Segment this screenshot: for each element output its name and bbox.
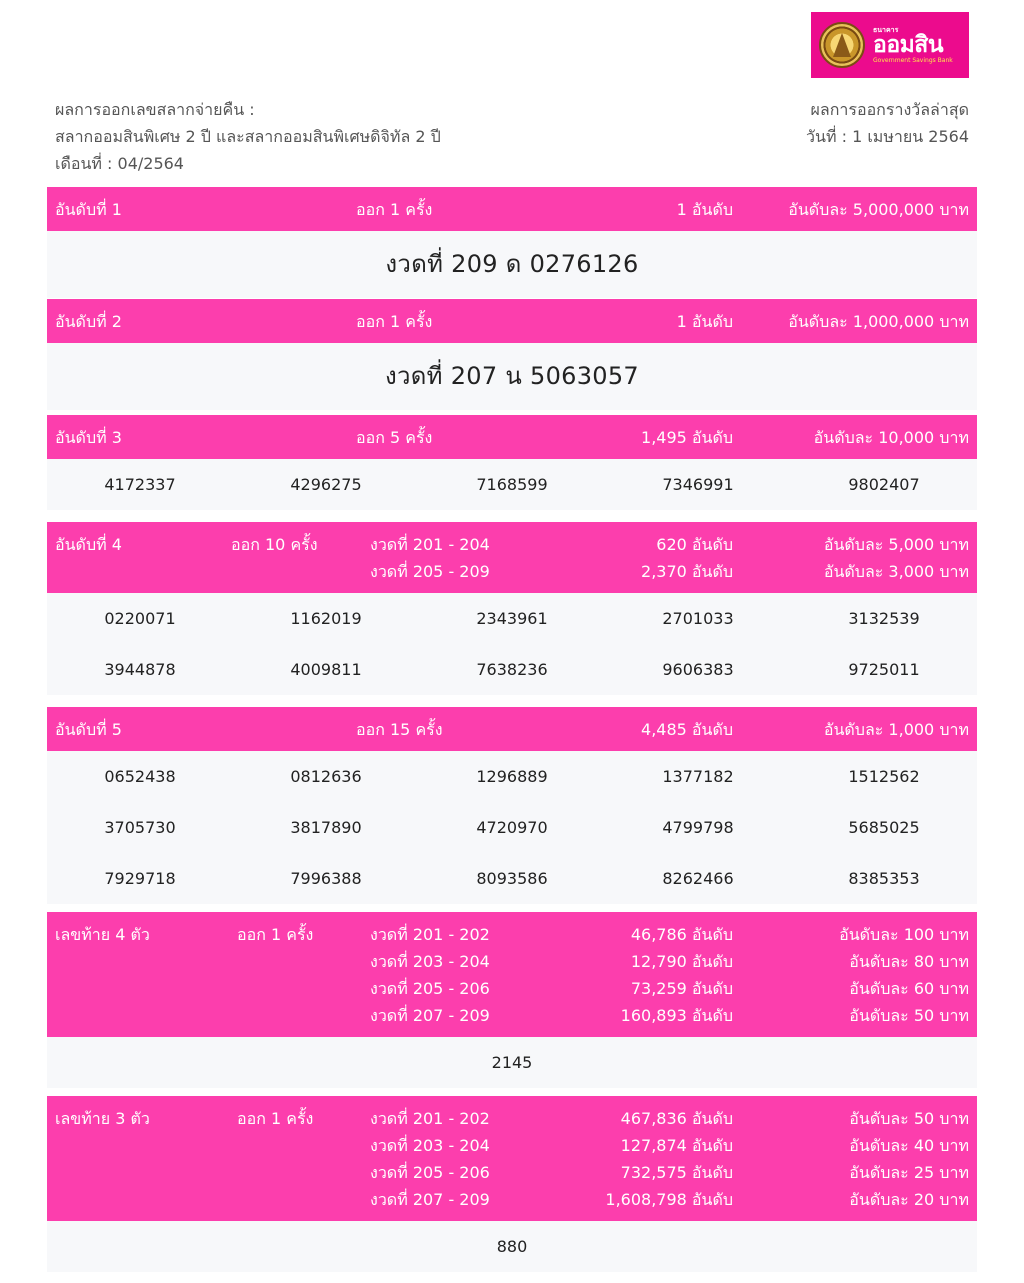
winning-number: 7638236	[476, 660, 548, 679]
draw-date: วันที่ : 1 เมษายน 2564	[806, 127, 969, 146]
latest-result-label: ผลการออกรางวัลล่าสุด	[810, 100, 969, 119]
prize-amount: อันดับละ 20 บาท	[849, 1190, 969, 1209]
logo-sub-text: Government Savings Bank	[873, 56, 953, 64]
prize-amount: อันดับละ 80 บาท	[849, 952, 969, 971]
prize-times: ออก 1 ครั้ง	[356, 200, 433, 219]
prize-4-section	[47, 522, 977, 695]
prize-times: ออก 15 ครั้ง	[356, 720, 443, 739]
logo-text	[873, 27, 953, 64]
last-4-bar	[47, 912, 977, 1037]
prize-amount: อันดับละ 1,000 บาท	[823, 720, 969, 739]
prize-rank: เลขท้าย 4 ตัว	[55, 925, 150, 944]
winning-number: 9802407	[848, 475, 920, 494]
prize-rank: อันดับที่ 3	[55, 428, 122, 447]
prize-5-section	[47, 707, 977, 904]
header-left	[55, 96, 441, 177]
prize-period: งวดที่ 205 - 206	[370, 979, 490, 998]
prize-amount: อันดับละ 50 บาท	[849, 1109, 969, 1128]
winning-number: 2701033	[662, 609, 734, 628]
winning-number: 7346991	[662, 475, 734, 494]
prize-amount: อันดับละ 10,000 บาท	[813, 428, 969, 447]
winning-number: 7996388	[290, 869, 362, 888]
prize-period: งวดที่ 205 - 209	[370, 562, 490, 581]
winning-number: 1296889	[476, 767, 548, 786]
header-right	[806, 96, 969, 150]
winning-number: 0812636	[290, 767, 362, 786]
prize-count: 467,836 อันดับ	[620, 1109, 733, 1128]
prize-count: 12,790 อันดับ	[630, 952, 733, 971]
winning-number: 3817890	[290, 818, 362, 837]
last-3-section	[47, 1096, 977, 1272]
prize-rank: อันดับที่ 4	[55, 535, 122, 554]
prize-2-bar	[47, 299, 977, 343]
prize-period: งวดที่ 203 - 204	[370, 1136, 490, 1155]
prize-amount: อันดับละ 40 บาท	[849, 1136, 969, 1155]
prize-rank: เลขท้าย 3 ตัว	[55, 1109, 150, 1128]
prize-amount: อันดับละ 100 บาท	[839, 925, 969, 944]
prize-2-result: งวดที่ 207 น 5063057	[47, 343, 977, 410]
winning-number: 0220071	[104, 609, 176, 628]
gsb-logo	[811, 12, 969, 78]
prize-count: 2,370 อันดับ	[641, 562, 733, 581]
prize-rank: อันดับที่ 2	[55, 312, 122, 331]
prize-period: งวดที่ 201 - 204	[370, 535, 490, 554]
prize-count: 1 อันดับ	[676, 312, 733, 331]
prize-3-section	[47, 415, 977, 510]
prize-amount: อันดับละ 3,000 บาท	[823, 562, 969, 581]
prize-count: 1,608,798 อันดับ	[605, 1190, 733, 1209]
prize-1-result: งวดที่ 209 ด 0276126	[47, 231, 977, 298]
header-month: เดือนที่ : 04/2564	[55, 154, 184, 173]
prize-2-section	[47, 299, 977, 410]
prize-amount: อันดับละ 25 บาท	[849, 1163, 969, 1182]
winning-number: 7929718	[104, 869, 176, 888]
prize-times: ออก 10 ครั้ง	[231, 535, 318, 554]
winning-number: 5685025	[848, 818, 920, 837]
prize-amount: อันดับละ 50 บาท	[849, 1006, 969, 1025]
prize-period: งวดที่ 201 - 202	[370, 1109, 490, 1128]
prize-period: งวดที่ 205 - 206	[370, 1163, 490, 1182]
winning-number: 4720970	[476, 818, 548, 837]
winning-number: 8093586	[476, 869, 548, 888]
prize-period: งวดที่ 207 - 209	[370, 1006, 490, 1025]
winning-number: 1512562	[848, 767, 920, 786]
prize-times: ออก 1 ครั้ง	[237, 1109, 314, 1128]
prize-times: ออก 1 ครั้ง	[356, 312, 433, 331]
prize-amount: อันดับละ 1,000,000 บาท	[788, 312, 969, 331]
prize-count: 160,893 อันดับ	[620, 1006, 733, 1025]
prize-count: 1 อันดับ	[676, 200, 733, 219]
prize-3-bar	[47, 415, 977, 459]
prize-rank: อันดับที่ 1	[55, 200, 122, 219]
winning-number: 9725011	[848, 660, 920, 679]
prize-count: 1,495 อันดับ	[641, 428, 733, 447]
prize-period: งวดที่ 207 - 209	[370, 1190, 490, 1209]
winning-number: 4296275	[290, 475, 362, 494]
prize-count: 73,259 อันดับ	[630, 979, 733, 998]
winning-number: 3705730	[104, 818, 176, 837]
prize-1-bar	[47, 187, 977, 231]
prize-4-numbers	[47, 593, 977, 695]
winning-number: 0652438	[104, 767, 176, 786]
winning-number: 2343961	[476, 609, 548, 628]
last-4-section	[47, 912, 977, 1088]
winning-number: 7168599	[476, 475, 548, 494]
prize-1-section	[47, 187, 977, 298]
prize-amount: อันดับละ 60 บาท	[849, 979, 969, 998]
prize-count: 127,874 อันดับ	[620, 1136, 733, 1155]
prize-5-bar	[47, 707, 977, 751]
gsb-seal-icon	[819, 22, 865, 68]
prize-amount: อันดับละ 5,000 บาท	[823, 535, 969, 554]
prize-5-numbers	[47, 751, 977, 904]
winning-number: 1162019	[290, 609, 362, 628]
prize-times: ออก 1 ครั้ง	[237, 925, 314, 944]
prize-period: งวดที่ 201 - 202	[370, 925, 490, 944]
winning-number: 4799798	[662, 818, 734, 837]
prize-amount: อันดับละ 5,000,000 บาท	[788, 200, 969, 219]
prize-rank: อันดับที่ 5	[55, 720, 122, 739]
prize-4-bar	[47, 522, 977, 593]
winning-number: 3132539	[848, 609, 920, 628]
prize-count: 620 อันดับ	[656, 535, 733, 554]
winning-number: 3944878	[104, 660, 176, 679]
winning-number: 8262466	[662, 869, 734, 888]
header-product: สลากออมสินพิเศษ 2 ปี และสลากออมสินพิเศษดิจิทัล 2 ปี	[55, 127, 441, 146]
prize-count: 4,485 อันดับ	[641, 720, 733, 739]
last-3-number: 880	[47, 1221, 977, 1272]
logo-small-text: ธนาคาร	[873, 25, 899, 34]
winning-number: 8385353	[848, 869, 920, 888]
header-title: ผลการออกเลขสลากจ่ายคืน :	[55, 100, 255, 119]
winning-number: 4172337	[104, 475, 176, 494]
prize-count: 732,575 อันดับ	[620, 1163, 733, 1182]
winning-number: 9606383	[662, 660, 734, 679]
winning-number: 4009811	[290, 660, 362, 679]
last-4-number: 2145	[47, 1037, 977, 1088]
prize-3-numbers	[47, 459, 977, 510]
prize-times: ออก 5 ครั้ง	[356, 428, 433, 447]
logo-main-text: ออมสิน	[873, 31, 944, 58]
last-3-bar	[47, 1096, 977, 1221]
prize-period: งวดที่ 203 - 204	[370, 952, 490, 971]
winning-number: 1377182	[662, 767, 734, 786]
prize-count: 46,786 อันดับ	[630, 925, 733, 944]
